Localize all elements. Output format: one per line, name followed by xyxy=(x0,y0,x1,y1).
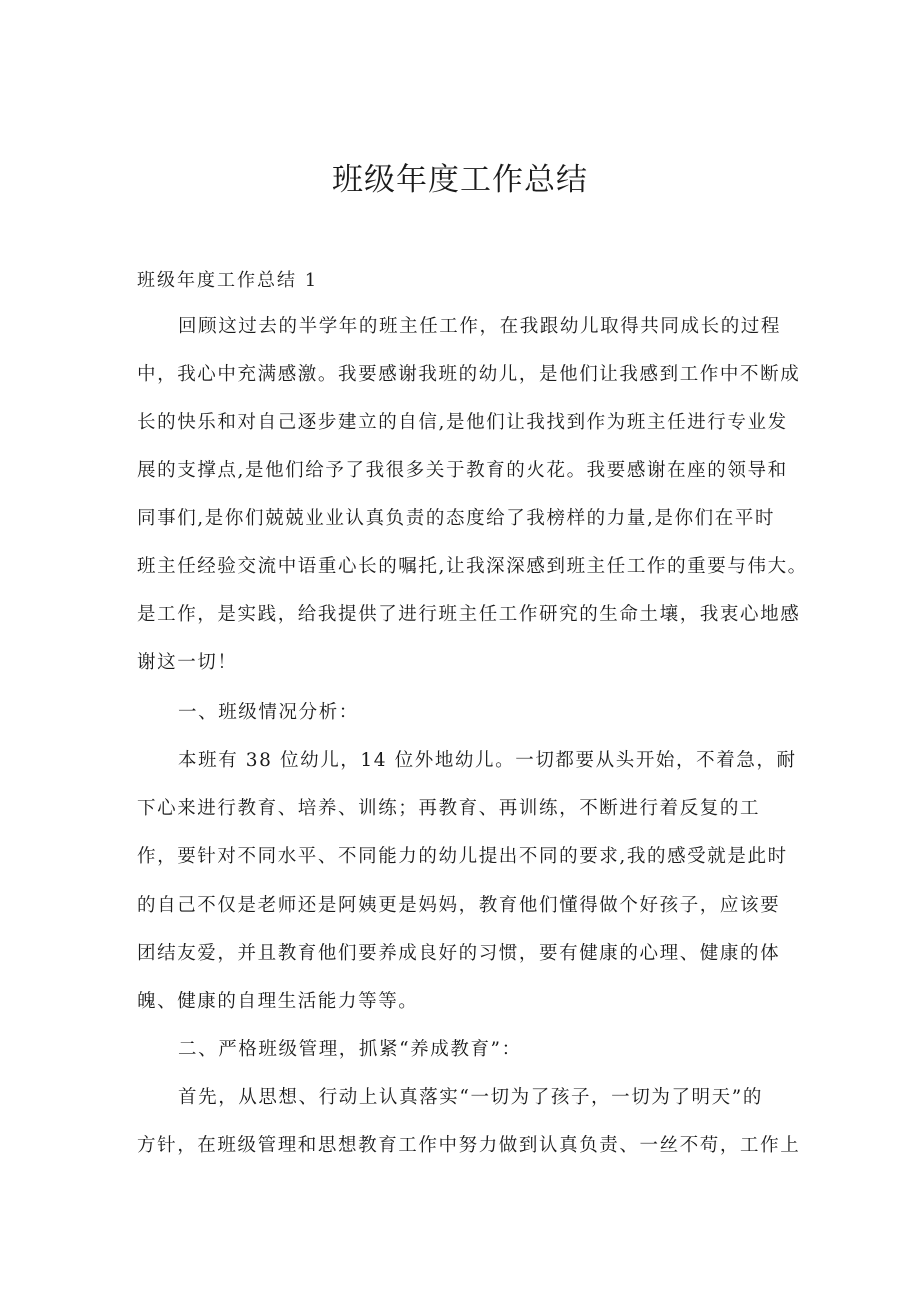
paragraph-line: 班主任经验交流中语重心长的嘱托,让我深深感到班主任工作的重要与伟大。 xyxy=(137,556,808,577)
paragraph-line: 展的支撑点,是他们给予了我很多关于教育的火花。我要感谢在座的领导和 xyxy=(137,460,788,481)
paragraph-line: 团结友爱，并且教育他们要养成良好的习惯，要有健康的心理、健康的体 xyxy=(137,943,781,964)
document-title: 班级年度工作总结 xyxy=(332,162,588,198)
paragraph-line: 本班有 38 位幼儿，14 位外地幼儿。一切都要从头开始，不着急，耐 xyxy=(178,750,797,771)
section-subtitle: 班级年度工作总结 1 xyxy=(137,270,319,291)
paragraph-line: 中，我心中充满感激。我要感谢我班的幼儿，是他们让我感到工作中不断成 xyxy=(137,364,801,385)
paragraph-line: 回顾这过去的半学年的班主任工作，在我跟幼儿取得共同成长的过程 xyxy=(178,316,782,337)
paragraph-line: 的自己不仅是老师还是阿姨更是妈妈，教育他们懂得做个好孩子，应该要 xyxy=(137,895,781,916)
paragraph-line: 方针，在班级管理和思想教育工作中努力做到认真负责、一丝不苟，工作上 xyxy=(137,1135,801,1156)
paragraph-line: 谢这一切！ xyxy=(137,652,238,673)
section-heading: 一、班级情况分析： xyxy=(178,702,359,723)
paragraph-line: 魄、健康的自理生活能力等等。 xyxy=(137,991,419,1012)
paragraph-line: 下心来进行教育、培养、训练；再教育、再训练，不断进行着反复的工 xyxy=(137,798,761,819)
section-heading: 二、严格班级管理，抓紧“养成教育”： xyxy=(178,1039,522,1060)
paragraph-line: 同事们,是你们兢兢业业认真负责的态度给了我榜样的力量,是你们在平时 xyxy=(137,508,776,529)
paragraph-line: 是工作，是实践，给我提供了进行班主任工作研究的生命土壤，我衷心地感 xyxy=(137,604,801,625)
paragraph-line: 作，要针对不同水平、不同能力的幼儿提出不同的要求,我的感受就是此时 xyxy=(137,846,788,867)
paragraph-line: 首先，从思想、行动上认真落实“一切为了孩子，一切为了明天”的 xyxy=(178,1087,763,1108)
paragraph-line: 长的快乐和对自己逐步建立的自信,是他们让我找到作为班主任进行专业发 xyxy=(137,412,788,433)
